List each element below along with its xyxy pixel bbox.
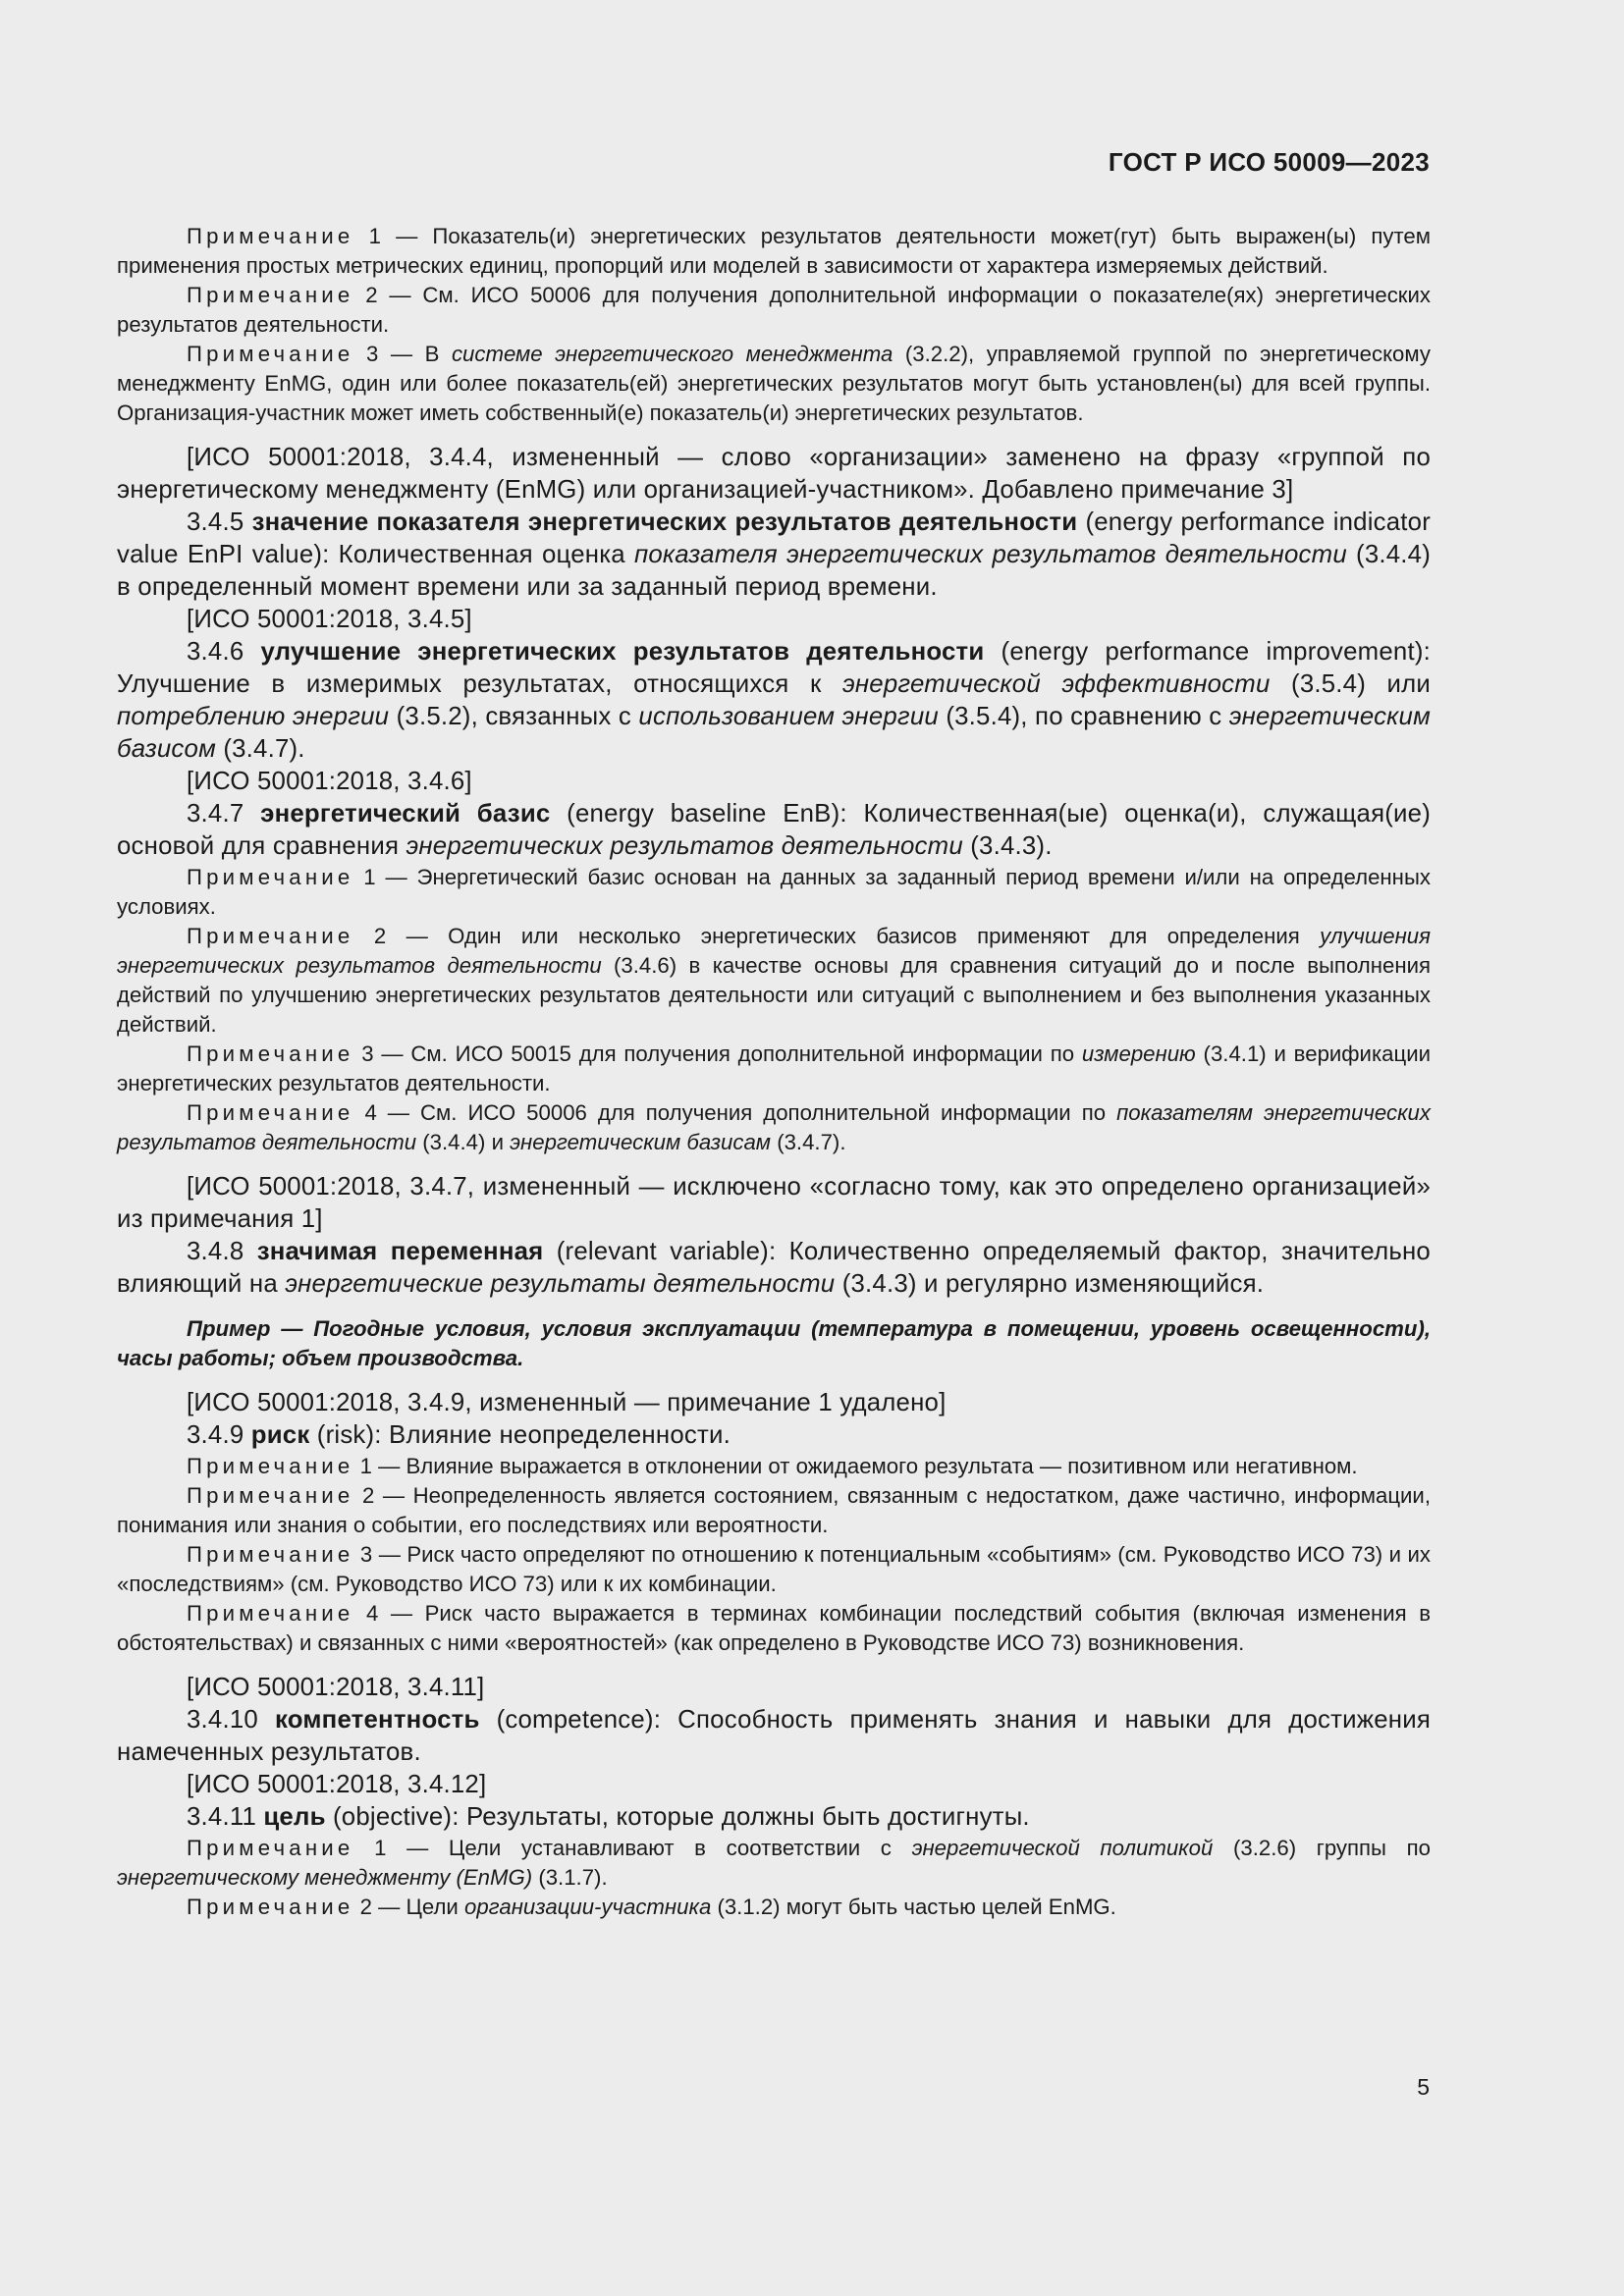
note-1: Примечание 1 — Энергетический базис основан на данных за заданный период времени и/или на определенных условиях. xyxy=(117,865,1431,919)
term-3-4-9: 3.4.9 риск (risk): Влияние неопределенности. xyxy=(187,1421,731,1449)
term-3-4-5: 3.4.5 значение показателя энергетических результатов деятельности (energy performance indicator value EnPI value): Количественная оценка показателя энергетических результатов деятельности (3.4.4) в определенный момент времени или за заданный период времени. xyxy=(117,508,1432,601)
source-reference: [ИСО 50001:2018, 3.4.6] xyxy=(187,768,472,795)
source-reference: [ИСО 50001:2018, 3.4.7, измененный — исключено «согласно тому, как это определено организацией» из примечания 1] xyxy=(117,1173,1431,1233)
note-label: Примечание xyxy=(187,1601,354,1626)
term-title: улучшение энергетических результатов деятельности xyxy=(260,638,985,666)
term-title: энергетический базис xyxy=(260,800,551,828)
example-text: Пример — Погодные условия, условия эксплуатации (температура в помещении, уровень освещенности), часы работы; объем производства. xyxy=(117,1316,1431,1370)
note-label: Примечание xyxy=(187,1100,354,1125)
note-1: Примечание 1 — Показатель(и) энергетических результатов деятельности может(гут) быть выражен(ы) путем применения простых метрических единиц, пропорций или моделей в зависимости от характера измеряемых действий. xyxy=(117,224,1431,278)
note-label: Примечание xyxy=(187,1542,354,1567)
page-number: 5 xyxy=(1417,2074,1430,2100)
source-reference: [ИСО 50001:2018, 3.4.9, измененный — примечание 1 удалено] xyxy=(187,1389,947,1416)
source-reference: [ИСО 50001:2018, 3.4.4, измененный — слово «организации» заменено на фразу «группой по энергетическому менеджменту (EnMG) или организацией-участником». Добавлено примечание 3] xyxy=(117,444,1431,504)
document-header: ГОСТ Р ИСО 50009—2023 xyxy=(1108,147,1430,177)
note-4: Примечание 4 — Риск часто выражается в терминах комбинации последствий события (включая изменения в обстоятельствах) и связанных с ними «вероятностей» (как определено в Руководстве ИСО 73) возникновения. xyxy=(117,1601,1431,1655)
note-label: Примечание xyxy=(187,342,354,366)
note-label: Примечание xyxy=(187,1454,354,1478)
term-3-4-8: 3.4.8 значимая переменная (relevant variable): Количественно определяемый фактор, значительно влияющий на энергетические результаты деятельности (3.4.3) и регулярно изменяющийся. xyxy=(117,1238,1431,1298)
note-3: Примечание 3 — См. ИСО 50015 для получения дополнительной информации по измерению (3.4.1) и верификации энергетических результатов деятельности. xyxy=(117,1041,1431,1095)
note-label: Примечание xyxy=(187,1895,354,1919)
note-label: Примечание xyxy=(187,1836,354,1860)
note-2: Примечание 2 — Один или несколько энергетических базисов применяют для определения улучшения энергетических результатов деятельности (3.4.6) в качестве основы для сравнения ситуаций до и после выполнения действий по улучшению энергетических результатов деятельности или ситуаций с выполнением и без выполнения указанных действий. xyxy=(117,924,1431,1037)
term-title: значимая переменная xyxy=(256,1238,544,1265)
term-3-4-10: 3.4.10 компетентность (competence): Способность применять знания и навыки для достижения намеченных результатов. xyxy=(117,1706,1431,1766)
note-label: Примечание xyxy=(187,924,354,948)
note-3: Примечание 3 — В системе энергетического менеджмента (3.2.2), управляемой группой по энергетическому менеджменту EnMG, один или более показатель(ей) энергетических результатов могут быть установлен(ы) для всей группы. Организация-участник может иметь собственный(е) показатель(и) энергетических результатов. xyxy=(117,342,1431,425)
source-reference: [ИСО 50001:2018, 3.4.11] xyxy=(187,1674,485,1701)
note-2: Примечание 2 — Цели организации-участника (3.1.2) могут быть частью целей EnMG. xyxy=(187,1895,1116,1919)
term-3-4-11: 3.4.11 цель (objective): Результаты, которые должны быть достигнуты. xyxy=(187,1803,1030,1831)
note-1: Примечание 1 — Влияние выражается в отклонении от ожидаемого результата — позитивном или негативном. xyxy=(187,1454,1358,1478)
note-label: Примечание xyxy=(187,1483,354,1508)
note-label: Примечание xyxy=(187,865,354,889)
note-2: Примечание 2 — Неопределенность является состоянием, связанным с недостатком, даже частично, информации, понимания или знания о событии, его последствиях или вероятности. xyxy=(117,1483,1431,1537)
term-title: компетентность xyxy=(275,1706,480,1734)
term-title: значение показателя энергетических результатов деятельности xyxy=(251,508,1078,536)
source-reference: [ИСО 50001:2018, 3.4.12] xyxy=(187,1771,487,1798)
term-title: риск xyxy=(250,1421,310,1449)
page-content xyxy=(117,222,1431,1922)
note-1: Примечание 1 — Цели устанавливают в соответствии с энергетической политикой (3.2.6) группы по энергетическому менеджменту (EnMG) (3.1.7). xyxy=(117,1836,1431,1890)
note-label: Примечание xyxy=(187,283,354,307)
note-label: Примечание xyxy=(187,1041,354,1066)
term-3-4-6: 3.4.6 улучшение энергетических результатов деятельности (energy performance improvement): Улучшение в измеримых результатах, относящихся к энергетической эффективности (3.5.4) или потреблению энергии (3.5.2), связанных с использованием энергии (3.5.4), по сравнению с энергетическим базисом (3.4.7). xyxy=(117,638,1432,763)
note-2: Примечание 2 — См. ИСО 50006 для получения дополнительной информации о показателе(ях) энергетических результатов деятельности. xyxy=(117,283,1431,337)
term-3-4-7: 3.4.7 энергетический базис (energy baseline EnB): Количественная(ые) оценка(и), служащая(ие) основой для сравнения энергетических результатов деятельности (3.4.3). xyxy=(117,800,1431,860)
term-title: цель xyxy=(263,1803,326,1831)
note-label: Примечание xyxy=(187,224,354,248)
source-reference: [ИСО 50001:2018, 3.4.5] xyxy=(187,606,472,633)
note-4: Примечание 4 — См. ИСО 50006 для получения дополнительной информации по показателям энергетических результатов деятельности (3.4.4) и энергетическим базисам (3.4.7). xyxy=(117,1100,1431,1154)
note-3: Примечание 3 — Риск часто определяют по отношению к потенциальным «событиям» (см. Руководство ИСО 73) и их «последствиям» (см. Руководство ИСО 73) или к их комбинации. xyxy=(117,1542,1431,1596)
